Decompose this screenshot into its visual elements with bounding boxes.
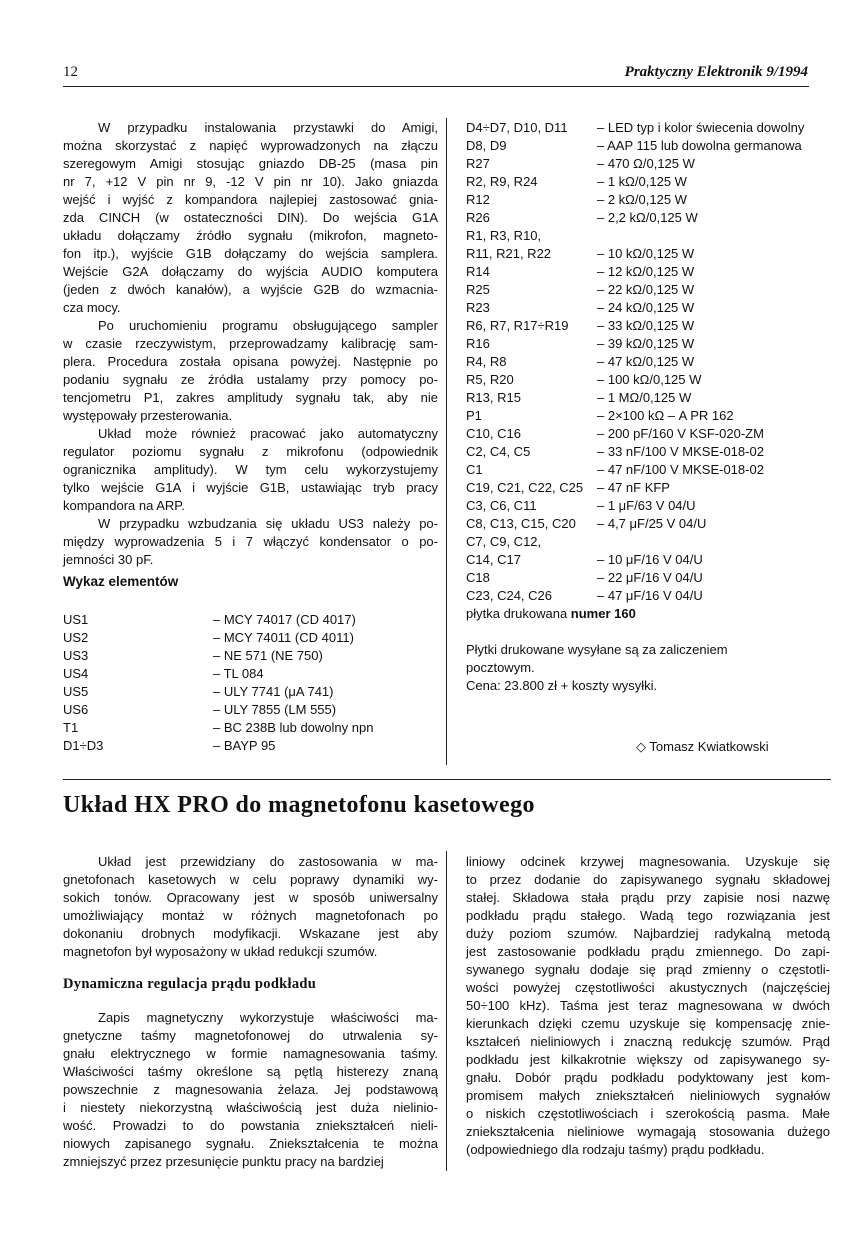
text-line: Zapis magnetyczny wykorzystuje właściwości ma- — [98, 1010, 438, 1025]
component-value: – 47 kΩ/0,125 W — [597, 354, 695, 369]
text-line: jemności 30 pF. — [63, 552, 154, 567]
parts-list-row — [466, 371, 836, 389]
component-designator: C3, C6, C11 — [466, 498, 537, 513]
parts-list-row — [63, 665, 438, 683]
component-designator: R6, R7, R17÷R19 — [466, 318, 569, 333]
parts-list-row — [466, 299, 836, 317]
text-line: zda CINCH (w ostateczności DIN). Do wejścia G1A — [63, 210, 438, 225]
note-line: Płytki drukowane wysyłane są za zaliczeniem — [466, 642, 728, 657]
section-heading: Dynamiczna regulacja prądu podkładu — [63, 976, 317, 992]
component-designator: US4 — [63, 666, 89, 681]
component-designator: R14 — [466, 264, 490, 279]
component-value: – ULY 7741 (μA 741) — [213, 684, 334, 699]
component-designator: US2 — [63, 630, 89, 645]
component-value: – BC 238B lub dowolny npn — [213, 720, 374, 735]
component-designator: C23, C24, C26 — [466, 588, 552, 603]
component-designator: D8, D9 — [466, 138, 507, 153]
parts-list-row — [466, 155, 836, 173]
text-line: wejść i wyjść z kompandora najlepiej zastosować gnia- — [63, 192, 438, 207]
parts-list-heading: Wykaz elementów — [63, 574, 179, 589]
magazine-title: Praktyczny Elektronik 9/1994 — [624, 64, 808, 80]
note-line: pocztowym. — [466, 660, 535, 675]
page-number: 12 — [63, 64, 78, 80]
text-line: podkładu prądu stałego. Wadą tego rozwiązania jest — [466, 908, 830, 923]
component-value: – 10 μF/16 V 04/U — [597, 552, 703, 567]
text-line: promisem małych zniekształceń nieliniowych sygnałów — [466, 1088, 830, 1103]
component-designator: R23 — [466, 300, 490, 315]
component-value: – 12 kΩ/0,125 W — [597, 264, 695, 279]
parts-list-row — [466, 551, 836, 569]
component-value: – NE 571 (NE 750) — [213, 648, 323, 663]
component-value: – TL 084 — [213, 666, 264, 681]
pcb-prefix: płytka drukowana — [466, 606, 568, 621]
component-value: – AAP 115 lub dowolna germanowa — [597, 138, 802, 153]
text-line: Układ może również pracować jako automatyczny — [98, 426, 438, 441]
text-line: zmniejszyć przez przesunięcie punktu pracy na bardziej — [63, 1154, 384, 1169]
component-value: – 47 μF/16 V 04/U — [597, 588, 703, 603]
text-line: liniowy odcinek krzywej magnesowania. Uzyskuje się — [466, 854, 830, 869]
text-line: W przypadku wzbudzania się układu US3 należy po- — [98, 516, 438, 531]
component-designator: R13, R15 — [466, 390, 521, 405]
component-designator: US5 — [63, 684, 89, 699]
component-value: – 2 kΩ/0,125 W — [597, 192, 687, 207]
article-right-column — [466, 853, 830, 1159]
author-name: Tomasz Kwiatkowski — [649, 739, 769, 754]
component-designator: C8, C13, C15, C20 — [466, 516, 576, 531]
parts-list-right — [466, 119, 836, 605]
component-value: – 10 kΩ/0,125 W — [597, 246, 695, 261]
component-value: – 2×100 kΩ – A PR 162 — [597, 408, 734, 423]
parts-list-row — [466, 263, 836, 281]
text-line: o niskich częstotliwościach i szerokością pasma. Małe — [466, 1106, 830, 1121]
header-rule — [63, 86, 809, 87]
parts-list-row — [63, 737, 438, 755]
text-line: wość. Prowadzi to do powstania zniekształceń nieli- — [63, 1118, 438, 1133]
component-designator: R1, R3, R10, — [466, 228, 542, 243]
parts-list-row — [466, 389, 836, 407]
text-line: 50÷100 kHz). Taśma jest teraz magnesowana w dwóch — [466, 998, 830, 1013]
parts-list-row — [466, 209, 836, 227]
parts-list-row — [466, 317, 836, 335]
text-line: dokonaniu drobnych modyfikacji. Wskazane jest aby — [63, 926, 438, 941]
component-designator: D4÷D7, D10, D11 — [466, 120, 568, 135]
text-line: gnetofonach kasetowych w celu poprawy dynamiki wy- — [63, 872, 438, 887]
parts-list-row — [466, 119, 836, 137]
top-right-column — [466, 119, 836, 754]
text-line: to przez dodanie do zapisywanego sygnału składowej — [466, 872, 830, 887]
text-line: występowały przesterowania. — [63, 408, 233, 423]
component-value: – 2,2 kΩ/0,125 W — [597, 210, 698, 225]
text-line: układu dołączamy źródło sygnału (mikrofon, magneto- — [63, 228, 438, 243]
text-line: magnetofon był wyposażony w układ redukcji szumów. — [63, 944, 378, 959]
parts-list-row — [466, 227, 836, 245]
component-designator: C18 — [466, 570, 490, 585]
text-line: można skorzystać z napięć wyprowadzonych na złączu — [63, 138, 438, 153]
component-designator: US1 — [63, 612, 89, 627]
parts-list-row — [466, 353, 836, 371]
top-left-text — [63, 119, 438, 569]
text-line: podaniu sygnału ze źródła ustalamy przy pomocy po- — [63, 372, 438, 387]
text-line: fon itp.), wyjście G1B dołączamy do wejścia samplera. — [63, 246, 438, 261]
parts-list-row — [466, 569, 836, 587]
parts-list-left — [63, 611, 438, 755]
component-value: – 1 kΩ/0,125 W — [597, 174, 687, 189]
parts-list-row — [466, 461, 836, 479]
parts-list-row — [466, 245, 836, 263]
article-separator-rule — [63, 779, 831, 780]
text-line: wości powyżej częstotliwości akustycznych (najczęściej — [466, 980, 830, 995]
component-value: – 24 kΩ/0,125 W — [597, 300, 695, 315]
component-designator: R11, R21, R22 — [466, 246, 552, 261]
parts-list-row — [63, 683, 438, 701]
parts-list-row — [63, 629, 438, 647]
parts-list-row — [466, 407, 836, 425]
text-line: kierunkach dzięki czemu uzyskuje się kompensację znie- — [466, 1016, 830, 1031]
parts-list-row — [466, 281, 836, 299]
component-value: – 1 MΩ/0,125 W — [597, 390, 692, 405]
component-value: – ULY 7855 (LM 555) — [213, 702, 337, 717]
component-designator: C10, C16 — [466, 426, 521, 441]
component-value: – 22 μF/16 V 04/U — [597, 570, 703, 585]
component-designator: R4, R8 — [466, 354, 507, 369]
text-line: nr 7, +12 V pin nr 9, -12 V pin nr 10). Jako gniazda — [63, 174, 438, 189]
component-value: – 33 nF/100 V MKSE-018-02 — [597, 444, 764, 459]
article-left-column — [63, 853, 438, 1169]
text-line: podkładu jest kilkakrotnie większy od zapisywanego sy- — [466, 1052, 830, 1067]
parts-list-row — [466, 335, 836, 353]
text-line: Po uruchomieniu programu obsługującego sampler — [98, 318, 438, 333]
parts-list-row — [466, 137, 836, 155]
parts-list-row — [63, 647, 438, 665]
text-line: i niestety niekorzystną właściwością jest duża nielinio- — [63, 1100, 438, 1115]
component-value: – 1 μF/63 V 04/U — [597, 498, 696, 513]
component-designator: C14, C17 — [466, 552, 521, 567]
text-line: zniekształcenia nieliniowe wymagają stosowania dużego — [466, 1124, 830, 1139]
text-line: tencjometru P1, zakres amplitudy sygnału tak, aby nie — [63, 390, 438, 405]
text-line: powszechnie z magnesowania żelaza. Jej podstawową — [63, 1082, 438, 1097]
parts-list-row — [466, 425, 836, 443]
text-line: plera. Procedura została opisana powyżej. Następnie po — [63, 354, 438, 369]
pcb-number: numer 160 — [570, 606, 636, 621]
component-value: – 39 kΩ/0,125 W — [597, 336, 695, 351]
component-designator: R25 — [466, 282, 490, 297]
parts-list-row — [466, 533, 836, 551]
parts-list-row — [466, 515, 836, 533]
text-line: Właściwości taśmy określone są pętlą histerezy znaną — [63, 1064, 438, 1079]
component-designator: US3 — [63, 648, 89, 663]
text-line: ogranicznika amplitudy). W tym celu wykorzystujemy — [63, 462, 438, 477]
component-designator: D1÷D3 — [63, 738, 104, 753]
component-designator: US6 — [63, 702, 89, 717]
text-line: szeregowym Amigi stosując gniazdo DB-25 (masa pin — [63, 156, 438, 171]
parts-list-row — [63, 611, 438, 629]
component-value: – LED typ i kolor świecenia dowolny — [597, 120, 805, 135]
component-designator: R16 — [466, 336, 490, 351]
component-designator: C19, C21, C22, C25 — [466, 480, 584, 495]
text-line: umożliwiający montaż w różnych magnetofonach po — [63, 908, 438, 923]
pcb-line — [466, 605, 836, 623]
parts-list-row — [63, 701, 438, 719]
text-line: regulator poziomu sygnału z mikrofonu (odpowiednik — [63, 444, 438, 459]
component-value: – 4,7 μF/25 V 04/U — [597, 516, 707, 531]
parts-list-row — [466, 443, 836, 461]
component-designator: C2, C4, C5 — [466, 444, 531, 459]
text-line: cza mocy. — [63, 300, 121, 315]
component-designator: C7, C9, C12, — [466, 534, 542, 549]
shipping-note — [466, 641, 728, 695]
component-designator: C1 — [466, 462, 483, 477]
article-title: Układ HX PRO do magnetofonu kasetowego — [63, 792, 535, 818]
diamond-icon: ◇ — [636, 739, 646, 754]
column-divider-bottom — [446, 851, 447, 1171]
component-value: – 47 nF KFP — [597, 480, 670, 495]
text-line: gnału elektrycznego w formie namagnesowania taśmy. — [63, 1046, 438, 1061]
text-line: sywanego sygnału dodaje się prąd zmienny o częstotli- — [466, 962, 830, 977]
text-line: (odpowiedniego dla rodzaju taśmy) prądu podkładu. — [466, 1142, 765, 1157]
component-designator: R2, R9, R24 — [466, 174, 538, 189]
component-designator: P1 — [466, 408, 482, 423]
component-value: – MCY 74017 (CD 4017) — [213, 612, 356, 627]
component-value: – 33 kΩ/0,125 W — [597, 318, 695, 333]
component-designator: R26 — [466, 210, 490, 225]
text-line: duży poziom szumów. Najbardziej radykalną metodą — [466, 926, 830, 941]
component-designator: R5, R20 — [466, 372, 514, 387]
component-designator: R27 — [466, 156, 490, 171]
parts-list-row — [63, 719, 438, 737]
article-right-body — [466, 853, 830, 1159]
price-line: Cena: 23.800 zł + koszty wysyłki. — [466, 678, 658, 693]
component-designator: R12 — [466, 192, 490, 207]
parts-list-row — [466, 173, 836, 191]
author-signature — [636, 738, 769, 756]
text-line: w czasie rzeczywistym, przeprowadzamy kalibrację sam- — [63, 336, 438, 351]
text-line: Układ jest przewidziany do zastosowania w ma- — [98, 854, 438, 869]
text-line: W przypadku instalowania przystawki do Amigi, — [98, 120, 438, 135]
text-line: między wyprowadzenia 5 i 7 włączyć kondensator o po- — [63, 534, 438, 549]
component-value: – 200 pF/160 V KSF-020-ZM — [597, 426, 764, 441]
text-line: gnału. Dobór prądu podkładu podyktowany jest kom- — [466, 1070, 830, 1085]
text-line: Wejście G2A dołączamy do wyjścia AUDIO komputera — [63, 264, 438, 279]
component-designator: T1 — [63, 720, 79, 735]
text-line: kompandora na ARP. — [63, 498, 185, 513]
text-line: stałej. Składowa stała prądu przy zapisie nosi nazwę — [466, 890, 830, 905]
article-left-body — [63, 1009, 438, 1171]
parts-list-row — [466, 497, 836, 515]
text-line: gnetyczne taśmy magnetofonowej do utrwalenia sy- — [63, 1028, 438, 1043]
component-value: – 470 Ω/0,125 W — [597, 156, 695, 171]
parts-list-row — [466, 479, 836, 497]
text-line: jest zastosowanie podkładu prądu zmiennego. Do zapi- — [466, 944, 830, 959]
component-value: – 100 kΩ/0,125 W — [597, 372, 702, 387]
top-left-column — [63, 119, 438, 753]
article-intro — [63, 853, 438, 961]
parts-list-row — [466, 191, 836, 209]
text-line: kształceń nieliniowych i znaczną redukcję szumów. Prąd — [466, 1034, 830, 1049]
text-line: tylko wejście G1A i wyjście G1B, ustawiając tryb pracy — [63, 480, 438, 495]
parts-list-row — [466, 587, 836, 605]
component-value: – MCY 74011 (CD 4011) — [213, 630, 354, 645]
component-value: – BAYP 95 — [213, 738, 276, 753]
text-line: sokich tonów. Opracowany jest w sposób uniwersalny — [63, 890, 438, 905]
text-line: niowych zapisanego sygnału. Zniekształcenia te można — [63, 1136, 438, 1151]
component-value: – 22 kΩ/0,125 W — [597, 282, 695, 297]
text-line: (jeden z dwóch kanałów), a wyjście G2B do wzmacnia- — [63, 282, 438, 297]
component-value: – 47 nF/100 V MKSE-018-02 — [597, 462, 764, 477]
column-divider-top — [446, 118, 447, 765]
